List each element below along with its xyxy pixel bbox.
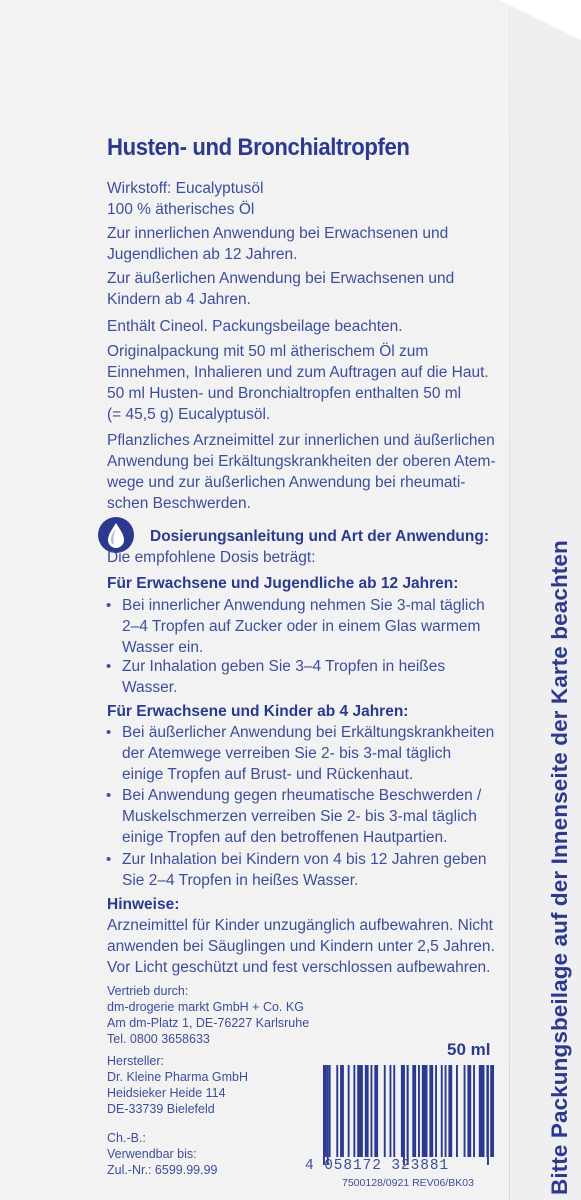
herbal-line-2: Anwendung bei Erkältungskrankheiten der oberen Atem- bbox=[107, 453, 496, 470]
children-heading: Für Erwachsene und Kinder ab 4 Jahren: bbox=[107, 703, 409, 720]
volume-label: 50 ml bbox=[447, 1040, 491, 1059]
manufacturer-city: DE-33739 Bielefeld bbox=[107, 1102, 215, 1116]
herbal-line-4: schen Beschwerden. bbox=[107, 495, 251, 512]
barcode-digits: 4 058172 323881 bbox=[305, 1158, 450, 1174]
herbal-line-1: Pflanzliches Arzneimittel zur innerlichen und äußerlichen bbox=[107, 432, 495, 449]
product-title: Husten- und Bronchialtropfen bbox=[107, 134, 410, 161]
notes-line-3: Vor Licht geschützt und fest verschlossen aufbewahren. bbox=[107, 959, 491, 976]
bullet: • bbox=[106, 787, 112, 804]
package-line-4: (= 45,5 g) Eucalyptusöl. bbox=[107, 406, 271, 423]
package-line-1: Originalpackung mit 50 ml ätherischem Öl zum bbox=[107, 343, 429, 360]
approval-number: Zul.-Nr.: 6599.99.99 bbox=[107, 1163, 218, 1177]
print-code: 7500128/0921 REV06/BK03 bbox=[342, 1177, 474, 1189]
bullet: • bbox=[106, 851, 112, 868]
adults-item-2-line-2: Wasser. bbox=[122, 679, 178, 696]
oil-percentage: 100 % ätherisches Öl bbox=[107, 201, 255, 218]
children-item-1-line-1: Bei äußerlicher Anwendung bei Erkältungskrankheiten bbox=[122, 724, 495, 741]
adults-item-1-line-3: Wasser ein. bbox=[122, 639, 204, 656]
internal-use-line-1: Zur innerlichen Anwendung bei Erwachsenen und bbox=[107, 225, 449, 242]
children-item-3-line-2: Sie 2–4 Tropfen in heißes Wasser. bbox=[122, 872, 359, 889]
active-ingredient: Wirkstoff: Eucalyptusöl bbox=[107, 180, 264, 197]
adults-item-2-line-1: Zur Inhalation geben Sie 3–4 Tropfen in heißes bbox=[122, 658, 446, 675]
notes-line-1: Arzneimittel für Kinder unzugänglich aufbewahren. Nicht bbox=[107, 917, 493, 934]
side-instruction: Bitte Packungsbeilage auf der Innenseite der Karte beachten bbox=[547, 540, 572, 1195]
bullet: • bbox=[106, 724, 112, 741]
children-item-1-line-3: einige Tropfen auf Brust- und Rückenhaut. bbox=[122, 766, 414, 783]
manufacturer-name: Dr. Kleine Pharma GmbH bbox=[107, 1070, 249, 1084]
cineol-notice: Enthält Cineol. Packungsbeilage beachten. bbox=[107, 318, 403, 335]
package-line-3: 50 ml Husten- und Bronchialtropfen enthalten 50 ml bbox=[107, 385, 462, 402]
expiry-label: Verwendbar bis: bbox=[107, 1147, 197, 1161]
manufacturer-label: Hersteller: bbox=[107, 1054, 164, 1068]
children-item-3-line-1: Zur Inhalation bei Kindern von 4 bis 12 Jahren geben bbox=[122, 851, 487, 868]
children-item-2-line-2: Muskelschmerzen verreiben Sie 2- bis 3-mal täglich bbox=[122, 808, 477, 825]
fold-line bbox=[509, 10, 510, 1200]
children-item-2-line-3: einige Tropfen auf den betroffenen Hautpartien. bbox=[122, 829, 448, 846]
internal-use-line-2: Jugendlichen ab 12 Jahren. bbox=[107, 246, 298, 263]
herbal-line-3: wege und zur äußerlichen Anwendung bei rheumati- bbox=[107, 474, 466, 491]
adults-item-1-line-2: 2–4 Tropfen auf Zucker oder in einem Glas warmem bbox=[122, 618, 481, 635]
dosage-intro: Die empfohlene Dosis beträgt: bbox=[107, 549, 316, 566]
bullet: • bbox=[106, 597, 112, 614]
manufacturer-street: Heidsieker Heide 114 bbox=[107, 1086, 226, 1100]
children-item-2-line-1: Bei Anwendung gegen rheumatische Beschwerden / bbox=[122, 787, 482, 804]
adults-heading: Für Erwachsene und Jugendliche ab 12 Jahren: bbox=[107, 575, 459, 592]
external-use-line-2: Kindern ab 4 Jahren. bbox=[107, 291, 251, 308]
batch-label: Ch.-B.: bbox=[107, 1131, 146, 1145]
children-item-1-line-2: der Atemwege verreiben Sie 2- bis 3-mal täglich bbox=[122, 745, 452, 762]
bullet: • bbox=[106, 658, 112, 675]
distributor-name: dm-drogerie markt GmbH + Co. KG bbox=[107, 1000, 304, 1014]
notes-heading: Hinweise: bbox=[107, 896, 180, 913]
distributor-phone: Tel. 0800 3658633 bbox=[107, 1032, 210, 1046]
notes-line-2: anwenden bei Säuglingen und Kindern unter 2,5 Jahren. bbox=[107, 938, 495, 955]
external-use-line-1: Zur äußerlichen Anwendung bei Erwachsenen und bbox=[107, 270, 455, 287]
distributor-address: Am dm-Platz 1, DE-76227 Karlsruhe bbox=[107, 1016, 310, 1030]
dosage-heading: Dosierungsanleitung und Art der Anwendung: bbox=[150, 528, 489, 545]
distributor-label: Vertrieb durch: bbox=[107, 984, 189, 998]
adults-item-1-line-1: Bei innerlicher Anwendung nehmen Sie 3-mal täglich bbox=[122, 597, 485, 614]
package-line-2: Einnehmen, Inhalieren und zum Auftragen auf die Haut. bbox=[107, 364, 489, 381]
